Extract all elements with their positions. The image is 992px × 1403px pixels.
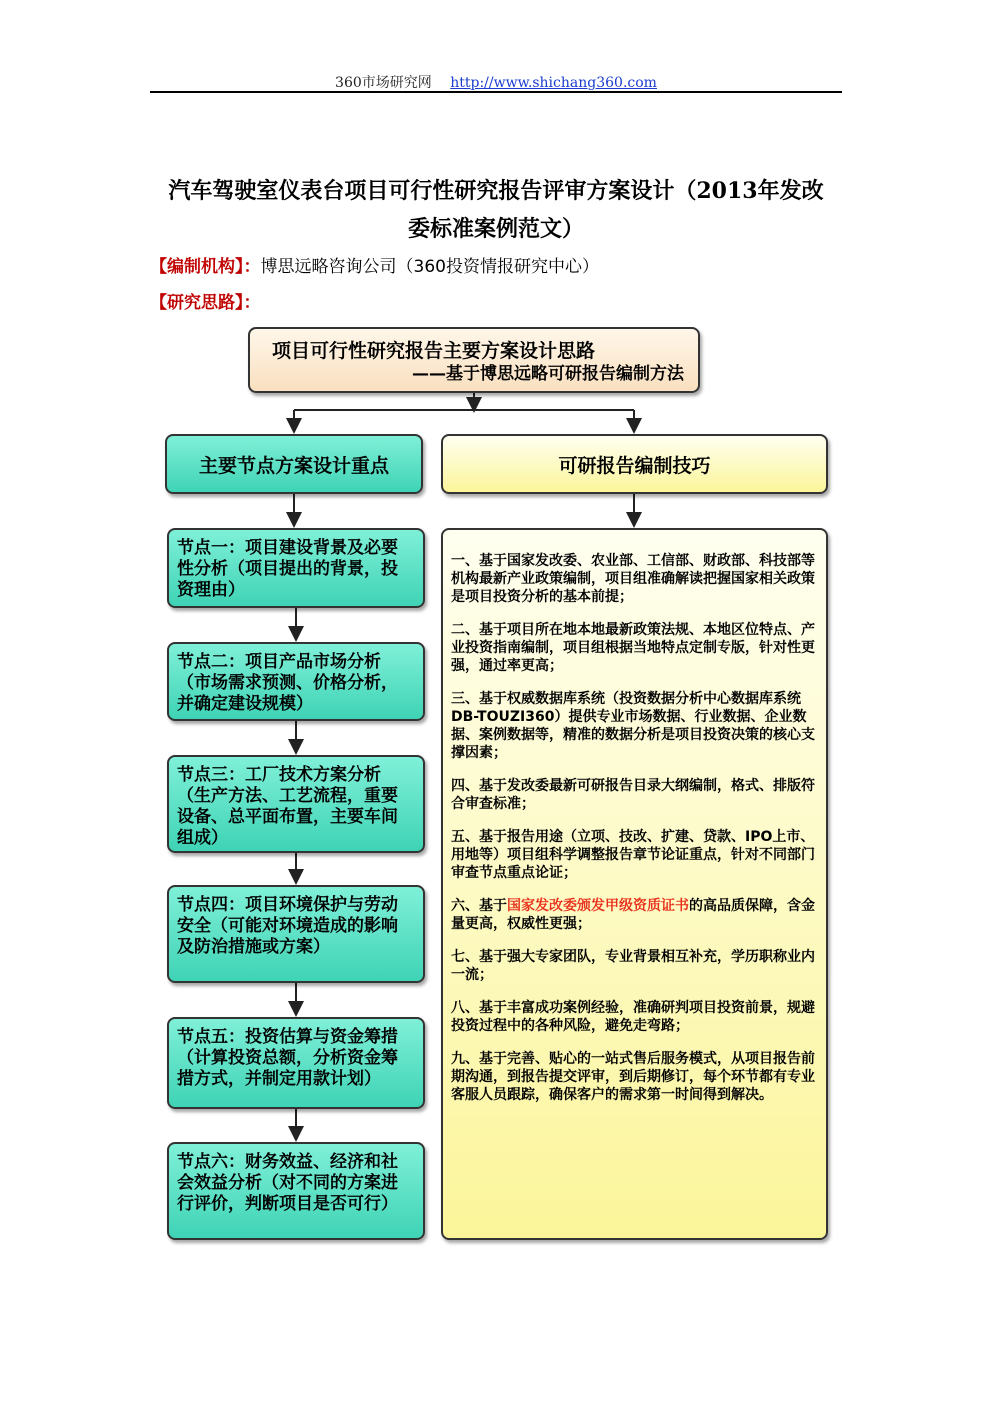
tip-9: 九、基于完善、贴心的一站式售后服务模式，从项目报告前期沟通，到报告提交评审，到后期修订，每个环节都有专业客服人员跟踪，确保客户的需求第一时间得到解决。 <box>451 1051 815 1103</box>
header-divider <box>150 91 842 93</box>
research-idea-label: 【研究思路】： <box>150 293 261 313</box>
title-line-2: 委标准案例范文） <box>407 216 584 242</box>
tip-2: 二、基于项目所在地本地最新政策法规、本地区位特点、产业投资指南编制，项目组根据当地特点定制专版，针对性更强，通过率更高； <box>451 622 815 674</box>
node-box-2: 节点二：项目产品市场分析（市场需求预测、价格分析，并确定建设规模） <box>167 642 425 721</box>
tip-6 <box>451 897 818 933</box>
site-url-link[interactable]: http://www.shichang360.com <box>450 75 657 91</box>
right-column-header: 可研报告编制技巧 <box>441 434 828 494</box>
node-box-3: 节点三：工厂技术方案分析（生产方法、工艺流程，重要设备、总平面布置，主要车间组成） <box>167 755 425 853</box>
tip-5: 五、基于报告用途（立项、技改、扩建、贷款、IPO上市、用地等）项目组科学调整报告章节论证重点，针对不同部门审查节点重点论证； <box>451 829 815 881</box>
page-header <box>0 72 992 92</box>
org-label: 【编制机构】： <box>150 257 261 277</box>
tip-6-highlight: 国家发改委颁发甲级资质证书 <box>507 898 689 914</box>
tip-4: 四、基于发改委最新可研报告目录大纲编制，格式、排版符合审查标准； <box>451 778 815 812</box>
flow-title-line-1: 项目可行性研究报告主要方案设计思路 <box>272 340 596 362</box>
tip-6-suffix: 的高品质保障，含金量更高，权威性更强； <box>451 898 815 932</box>
node-box-1: 节点一：项目建设背景及必要性分析（项目提出的背景，投资理由） <box>167 528 425 608</box>
tip-7: 七、基于强大专家团队，专业背景相互补充，学历职称业内一流； <box>451 949 815 983</box>
tip-1: 一、基于国家发改委、农业部、工信部、财政部、科技部等机构最新产业政策编制，项目组准确解读把握国家相关政策是项目投资分析的基本前提； <box>451 553 815 605</box>
node-box-6: 节点六：财务效益、经济和社会效益分析（对不同的方案进行评价，判断项目是否可行） <box>167 1142 425 1240</box>
tip-3: 三、基于权威数据库系统（投资数据分析中心数据库系统DB-TOUZI360）提供专业市场数据、行业数据、企业数据、案例数据等，精准的数据分析是项目投资决策的核心支撑因素； <box>451 691 815 761</box>
left-column-header: 主要节点方案设计重点 <box>165 434 423 494</box>
title-line-1: 汽车驾驶室仪表台项目可行性研究报告评审方案设计（2013年发改 <box>168 178 824 204</box>
org-value: 博思远略咨询公司（360投资情报研究中心） <box>260 257 599 277</box>
tip-6-prefix: 六、基于 <box>451 898 507 914</box>
site-name: 360市场研究网 <box>335 75 432 91</box>
research-idea-line <box>150 288 261 313</box>
flow-title-box <box>248 327 700 393</box>
org-line <box>150 252 599 277</box>
tips-box <box>441 528 828 1240</box>
flow-title-line-2: ——基于博思远略可研报告编制方法 <box>412 364 684 384</box>
tip-8: 八、基于丰富成功案例经验，准确研判项目投资前景，规避投资过程中的各种风险，避免走弯路； <box>451 1000 815 1034</box>
page-title <box>150 172 842 248</box>
node-box-5: 节点五：投资估算与资金筹措（计算投资总额，分析资金筹措方式，并制定用款计划） <box>167 1017 425 1109</box>
node-box-4: 节点四：项目环境保护与劳动安全（可能对环境造成的影响及防治措施或方案） <box>167 885 425 983</box>
